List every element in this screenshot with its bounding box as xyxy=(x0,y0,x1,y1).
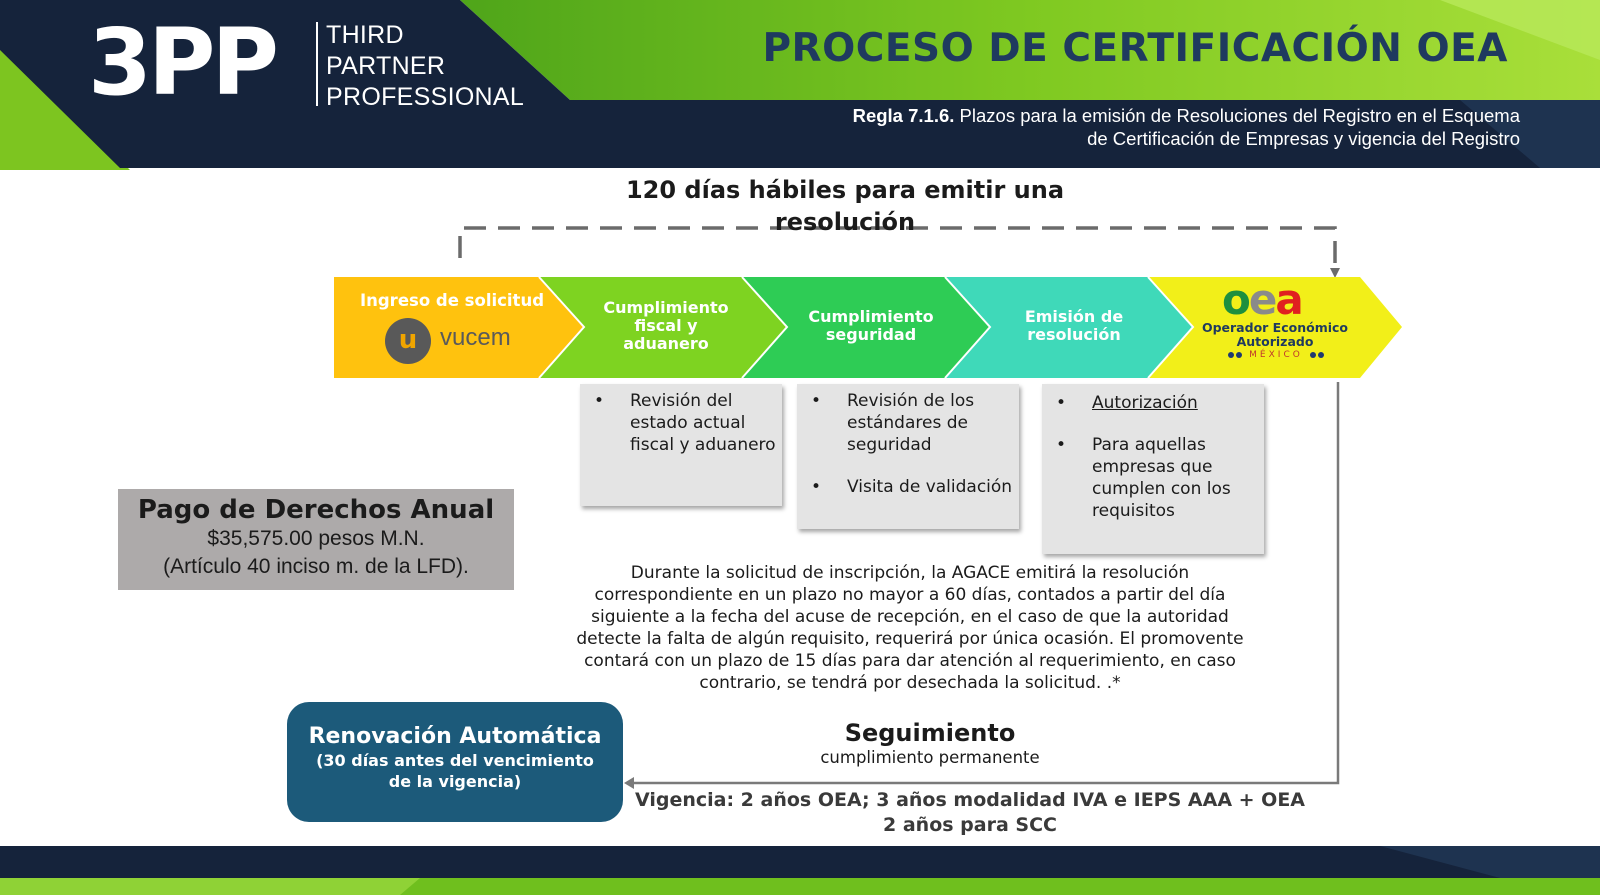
vigencia-text xyxy=(600,788,1340,838)
rule-line-2: de Certificación de Empresas y vigencia del Registro xyxy=(1087,128,1520,149)
step-fiscal-line-2: fiscal y xyxy=(634,316,698,335)
step-emision-line-1: Emisión de xyxy=(1024,307,1124,326)
renovacion-title: Renovación Automática xyxy=(308,724,602,749)
vigencia-line-2: 2 años para SCC xyxy=(883,814,1057,836)
oea-logo-country xyxy=(1216,349,1336,361)
vucem-logo-icon: u xyxy=(385,318,431,364)
oea-logo-e: e xyxy=(1248,275,1276,324)
step-emision-line-2: resolución xyxy=(1027,325,1121,344)
rule-number: Regla 7.1.6. xyxy=(852,105,955,126)
fiscal-detail-item: • Revisión del estado actual fiscal y aduanero xyxy=(580,390,782,456)
timeline-heading xyxy=(600,174,1090,238)
emision-detail-item xyxy=(1042,392,1264,414)
footer-band xyxy=(0,846,1600,895)
emision-details-box xyxy=(1042,384,1264,554)
step-fiscal-label xyxy=(580,299,752,353)
step-seguridad-line-1: Cumplimiento xyxy=(808,307,934,326)
seguimiento-subtitle: cumplimiento permanente xyxy=(820,748,1040,767)
step-seguridad-label xyxy=(785,308,957,344)
pago-amount: $35,575.00 pesos M.N. xyxy=(207,527,425,550)
logo-3pp: 3PP xyxy=(88,9,275,116)
inscripcion-note: Durante la solicitud de inscripción, la AGACE emitirá la resolución correspondiente en un plazo no mayor a 60 días, contados a partir del día siguiente a la fecha del acuse de recepción, en el caso de que la autoridad detecte la falta de algún requisito, requerirá por única ocasión. El promovente contará con un plazo de 15 días para dar atención al requerimiento, en caso contrario, se tendrá por desechada la solicitud. .* xyxy=(576,563,1244,693)
timeline-heading-line-2: resolución xyxy=(774,208,916,236)
pago-reference: (Artículo 40 inciso m. de la LFD). xyxy=(163,555,469,578)
oea-logo-a: a xyxy=(1275,275,1302,324)
step-fiscal-line-3: aduanero xyxy=(623,334,709,353)
renovacion-sub-line-1: (30 días antes del vencimiento xyxy=(316,751,594,770)
logo-word-third: THIRD xyxy=(326,21,404,49)
seguimiento-title: Seguimiento xyxy=(844,719,1016,747)
oea-logo-line-2: Autorizado xyxy=(1236,334,1314,349)
page-title: PROCESO DE CERTIFICACIÓN OEA xyxy=(762,26,1508,71)
step-ingreso-label: Ingreso de solicitud xyxy=(359,291,545,310)
oea-logo-icon xyxy=(1222,275,1302,324)
oea-logo-line-1: Operador Económico xyxy=(1201,320,1349,335)
rule-line-1: Plazos para la emisión de Resoluciones del Registro en el Esquema xyxy=(959,105,1520,126)
seguridad-detail-item: • Visita de validación xyxy=(797,476,1019,498)
oea-logo-country-text: MÉXICO xyxy=(1249,350,1303,360)
timeline-heading-line-1: 120 días hábiles para emitir una xyxy=(625,176,1065,204)
fiscal-details-box xyxy=(580,384,782,506)
renovacion-sub-line-2: de la vigencia) xyxy=(388,772,522,791)
emision-detail-item: • Para aquellas empresas que cumplen con los requisitos xyxy=(1042,434,1264,522)
oea-logo-name xyxy=(1190,321,1360,349)
oea-logo-o: o xyxy=(1222,275,1249,324)
seguimiento-block xyxy=(780,718,1080,768)
step-fiscal-line-1: Cumplimiento xyxy=(603,298,729,317)
pago-title: Pago de Derechos Anual xyxy=(137,495,495,525)
step-emision-label xyxy=(988,308,1160,344)
logo-word-partner: PARTNER xyxy=(326,52,446,80)
logo-word-professional: PROFESSIONAL xyxy=(326,83,525,111)
vucem-logo-word: vucem xyxy=(440,324,511,351)
vigencia-line-1: Vigencia: 2 años OEA; 3 años modalidad IVA e IEPS AAA + OEA xyxy=(634,789,1306,811)
step-seguridad-line-2: seguridad xyxy=(825,325,917,344)
seguridad-detail-item: • Revisión de los estándares de seguridad xyxy=(797,390,1019,456)
renovacion-box xyxy=(287,702,623,822)
autorizacion-text: Autorización xyxy=(1092,393,1198,413)
seguridad-details-box xyxy=(797,384,1019,529)
pago-derechos-box xyxy=(118,489,514,590)
